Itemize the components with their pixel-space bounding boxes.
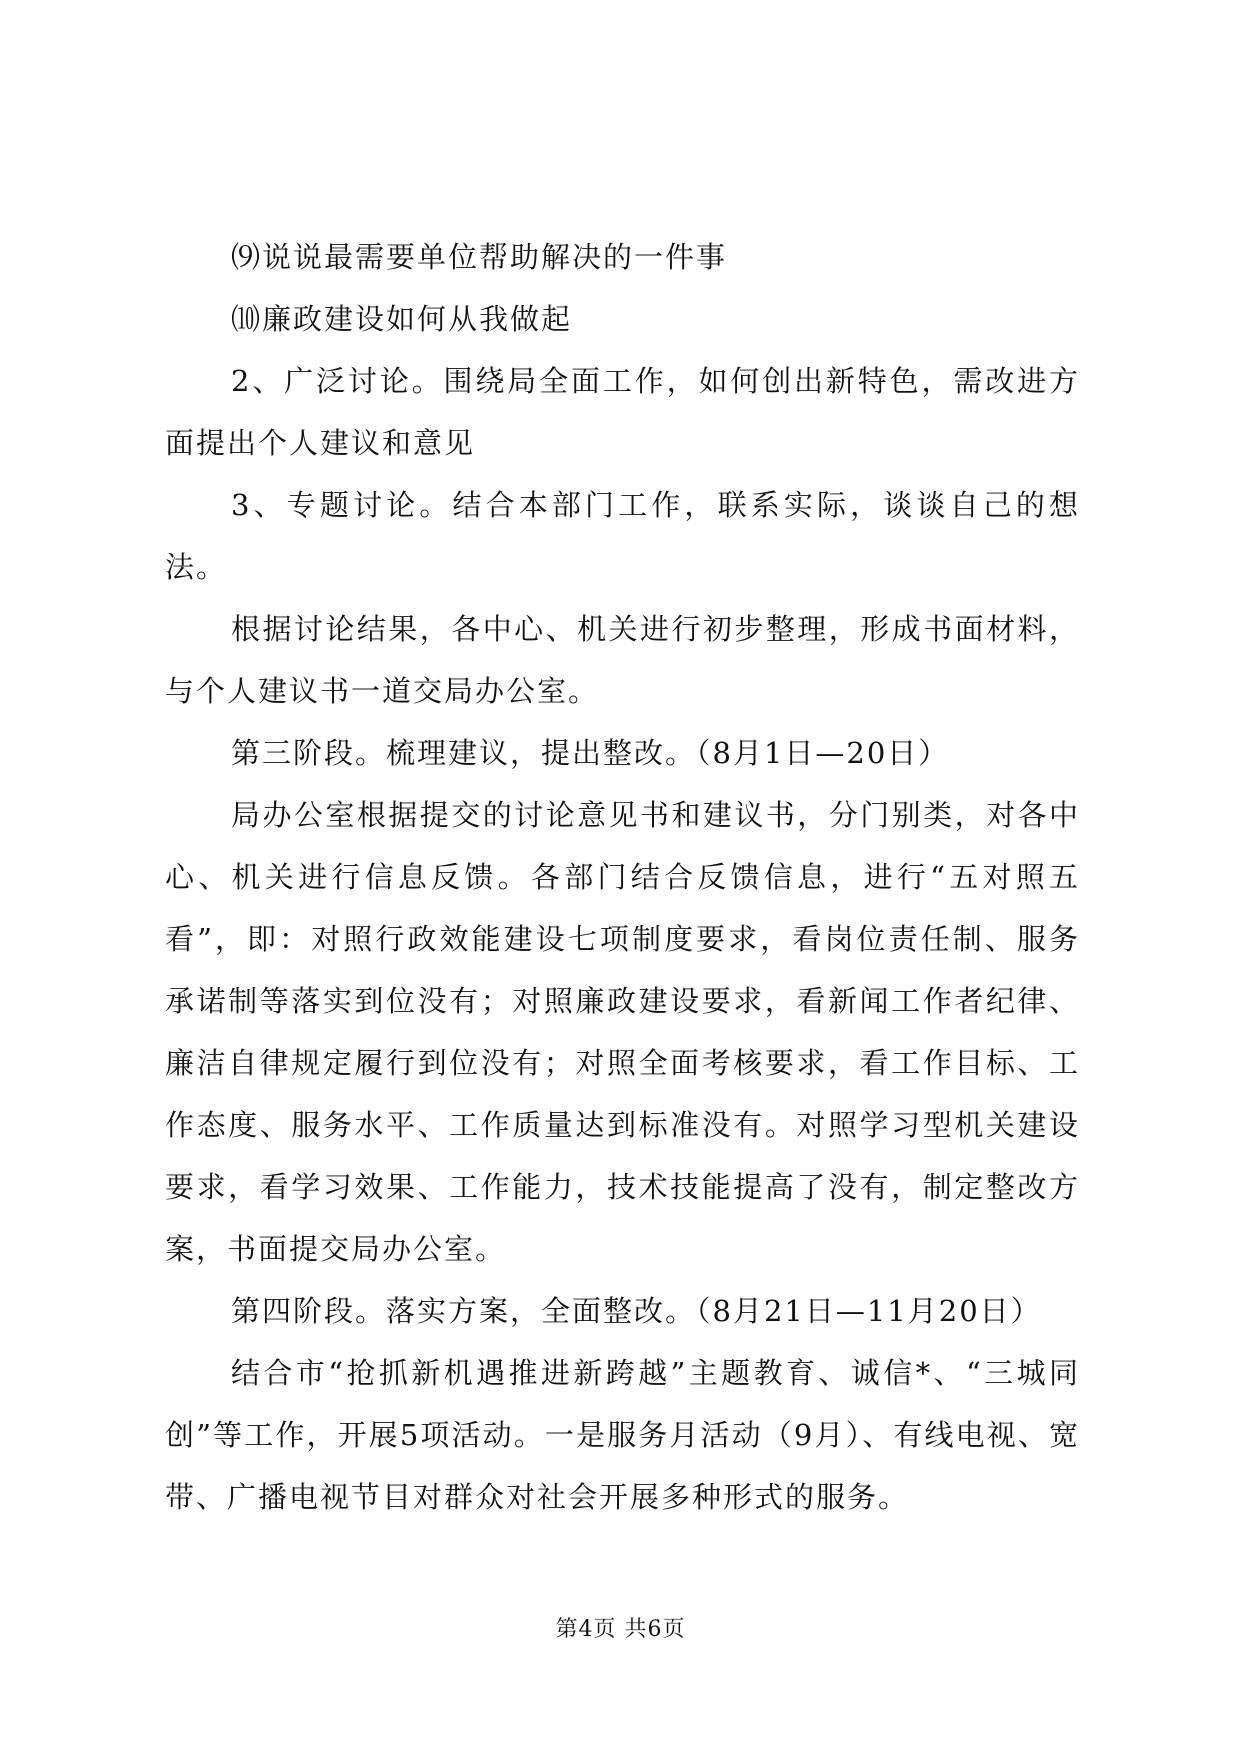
page-number-footer: 第4页 共6页 — [555, 1617, 686, 1642]
paragraph-office-feedback: 局办公室根据提交的讨论意见书和建议书，分门别类，对各中心、机关进行信息反馈。各部门结合反馈信息，进行“五对照五看”，即：对照行政效能建设七项制度要求，看岗位责任制、服务承诺制等落实到位没有；对照廉政建设要求，看新闻工作者纪律、廉洁自律规定履行到位没有；对照全面考核要求，看工作目标、工作态度、服务水平、工作质量达到标准没有。对照学习型机关建设要求，看学习效果、工作能力，技术技能提高了没有，制定整改方案，书面提交局办公室。 — [165, 798, 1080, 1266]
list-item-9: ⑼说说最需要单位帮助解决的一件事 — [231, 240, 728, 274]
paragraph-topic-discussion: 3、专题讨论。结合本部门工作，联系实际，谈谈自己的想法。 — [165, 488, 1080, 584]
stage-three-heading: 第三阶段。梳理建议，提出整改。（8月1日—20日） — [231, 736, 950, 770]
paragraph-activities: 结合市“抢抓新机遇推进新跨越”主题教育、诚信*、“三城同创”等工作，开展5项活动。一是服务月活动（9月）、有线电视、宽带、广播电视节目对群众对社会开展多种形式的服务。 — [165, 1356, 1080, 1514]
stage-four-heading: 第四阶段。落实方案，全面整改。（8月21日—11月20日） — [231, 1294, 1042, 1328]
paragraph-discussion-results: 根据讨论结果，各中心、机关进行初步整理，形成书面材料，与个人建议书一道交局办公室。 — [165, 612, 1080, 708]
list-item-10: ⑽廉政建设如何从我做起 — [231, 302, 573, 336]
paragraph-broad-discussion: 2、广泛讨论。围绕局全面工作，如何创出新特色，需改进方面提出个人建议和意见 — [165, 364, 1080, 460]
document-body — [165, 226, 1080, 1528]
